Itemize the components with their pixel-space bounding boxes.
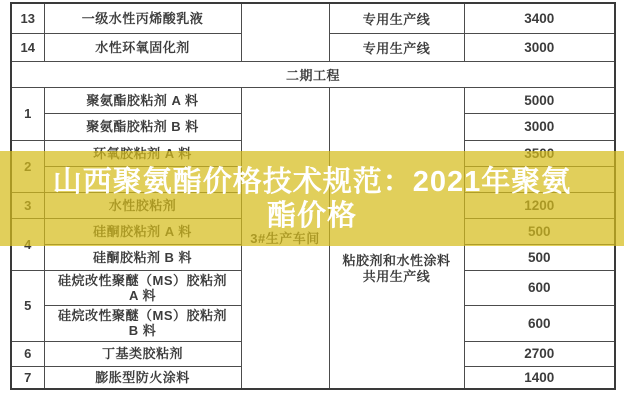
product-name [44,87,241,113]
product-name-text: 膨胀型防火涂料 [95,369,190,385]
product-name-text: 丁基类胶粘剂 [101,346,183,361]
capacity-value: 1400 [464,366,615,389]
product-name-text: 硅烷改性聚醚（MS）胶粘剂 A 料 [57,272,227,303]
capacity-value: 2700 [464,341,615,366]
product-name [44,113,241,140]
row-number: 5 [11,270,44,341]
row-number: 1 [11,87,44,140]
product-name [44,33,241,61]
product-name-text: 聚氨酯胶粘剂 A 料 [86,92,199,108]
product-name [44,244,241,270]
product-name [44,341,241,366]
product-name [44,366,241,389]
section-header-row [11,61,615,87]
product-name-text: 一级水性丙烯酸乳液 [81,10,204,26]
shared-production-line-label [330,253,464,285]
product-name-text: 水性环氧固化剂 [95,39,190,55]
headline-title-line2: 酯价格 [266,199,357,232]
capacity-value: 5000 [464,87,615,113]
shared-line-text-1: 粘胶剂和水性涂料 [342,252,451,268]
capacity-value: 600 [464,305,615,341]
product-name [44,305,241,341]
capacity-value: 500 [464,244,615,270]
capacity-value: 3000 [464,113,615,140]
capacity-value: 3400 [464,3,615,33]
capacity-value: 600 [464,270,615,305]
row-number: 13 [11,3,44,33]
section-header: 二期工程 [11,61,615,87]
row-number: 7 [11,366,44,389]
capacity-value: 3000 [464,33,615,61]
production-line: 专用生产线 [329,33,464,61]
product-name-text: 聚氨酯胶粘剂 B 料 [86,119,199,134]
table-row [11,3,615,33]
product-name [44,3,241,33]
product-name [44,270,241,305]
production-line: 专用生产线 [329,3,464,33]
product-name-text: 硅酮胶粘剂 B 料 [92,249,193,265]
headline-title-line1: 山西聚氨酯价格技术规范：2021年聚氨 [52,165,572,198]
table-row [11,87,615,113]
product-name-text: 硅烷改性聚醚（MS）胶粘剂 B 料 [57,308,227,338]
row-number: 6 [11,341,44,366]
workshop-cell-empty [241,3,329,61]
shared-line-text-2: 共用生产线 [362,268,431,284]
row-number: 14 [11,33,44,61]
headline-banner [0,151,624,246]
